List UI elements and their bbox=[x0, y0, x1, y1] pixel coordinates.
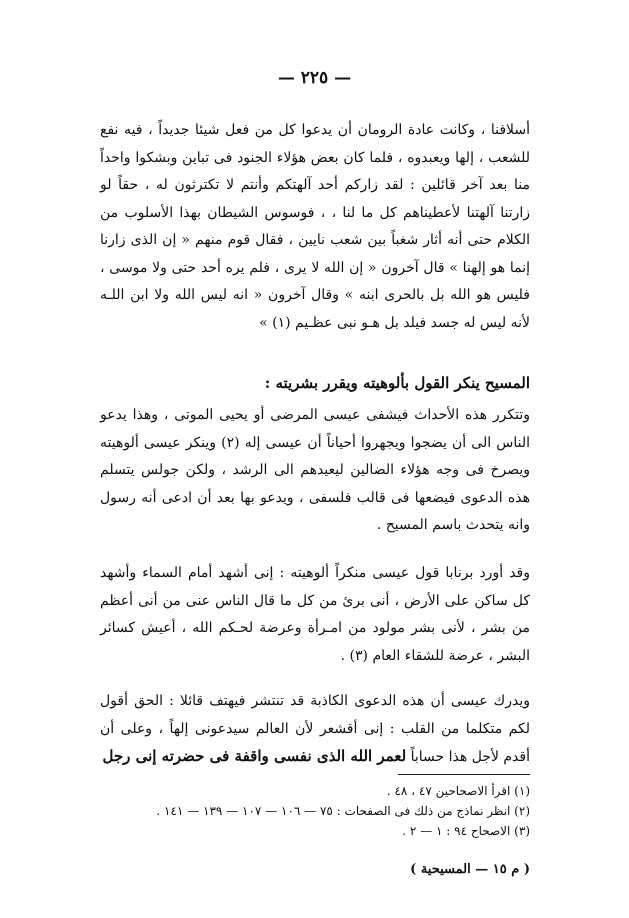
footnote-1: (١) اقرأ الاصحاحين ٤٧ ، ٤٨ . bbox=[386, 784, 530, 798]
paragraph-4 bbox=[100, 688, 530, 772]
signature-mark: ( م ١٥ — المسيحية ) bbox=[410, 862, 530, 877]
section-heading: المسيح ينكر القول بألوهيته ويقرر بشريته : bbox=[264, 374, 530, 392]
paragraph-4-text: ويدرك عيسى أن هذه الدعوى الكاذبة قد تنتشر فيهتف قائلا : الحق أقول لكم متكلما من القلب : إنى أقشعر لأن العالم سيدعونى إلهاً ، وعلى أن أقدم لأجل هذا حساباً bbox=[100, 693, 530, 765]
paragraph-4-emphasis: لعمر الله الذى نفسى واقفة فى حضرته إنى رجل bbox=[102, 747, 407, 765]
footnotes bbox=[100, 781, 530, 841]
paragraph-3: وقد أورد برنابا قول عيسى منكراً ألوهيته : إنى أشهد أمام السماء وأشهد كل ساكن على الأرض ، أنى برئ من كل ما قال الناس عنى من أنى أعظم من بشر ، لأنى بشر مولود من امـرأة وعرضة لحـكم الله ، أعيش كسائر البشر ، عرضة للشقاء العام (٣) . bbox=[100, 565, 530, 664]
footnote-divider bbox=[398, 774, 530, 775]
paragraph-2: وتتكرر هذه الأحداث فيشفى عيسى المرضى أو يحيى الموتى ، وهذا يدعو الناس الى أن يضجوا ويجهروا أحياناً أن عيسى إله (٢) وينكر عيسى ألوهيته ويصرخ فى وجه هؤلاء الضالين ليعيدهم الى الرشد ، ولكن جولس يتسلم هذه الدعوى فيضعها فى قالب فلسفى ، ويدعو بها بعد أن ادعى أنه رسول وانه يتحدث باسم المسيح . bbox=[100, 407, 530, 533]
footnote-2: (٢) انظر نماذج من ذلك فى الصفحات : ٧٥ — ١٠٦ — ١٠٧ — ١٣٩ — ١٤١ . bbox=[156, 804, 530, 818]
footnote-3: (٣) الاصحاح ٩٤ : ١ — ٢ . bbox=[402, 824, 530, 838]
paragraph-1: أسلافنا ، وكانت عادة الرومان أن يدعوا كل من فعل شيئا جديداً ، فيه نفع للشعب ، إلها ويعبدوه ، فلما كان بعض هؤلاء الجنود فى تباين وبشكوا واحداً منا بعد آخر قائلين : لقد زاركم أحد آلهتكم وأنتم لا تكترثون له ، حقاً لو زارتنا آلهتنا لأعطيناهم كل ما لنا ، ، فوسوس الشيطان بهذا الأسلوب من الكلام حتى أنه أثار شغباً بين شعب نايين ، فقال قوم منهم « إن الذى زارنا إنما هو إلهنا » قال آخرون « إن الله لا يرى ، فلم يره أحد حتى ولا موسى ، فليس هو الله بل بالحرى ابنه » وقال آخرون « انه ليس الله ولا ابن اللـه لأنه ليس له جسد فيلد بل هـو نبى عظـيم (١) » bbox=[100, 122, 530, 331]
page-number: — ٢٢٥ — bbox=[277, 68, 352, 88]
